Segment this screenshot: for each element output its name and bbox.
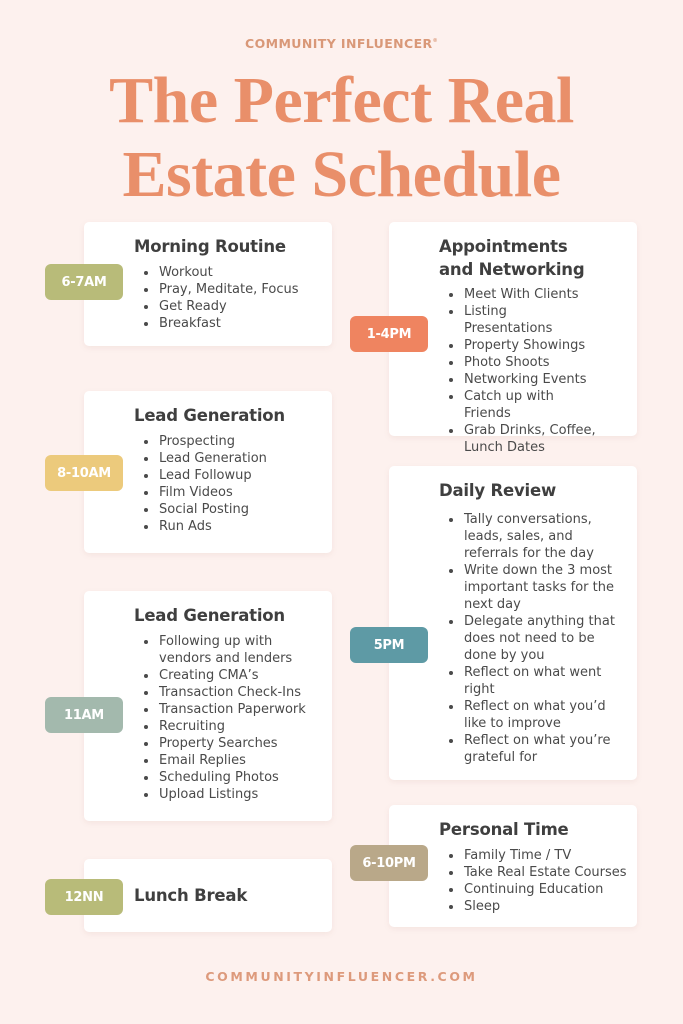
list-item: Following up with vendors and lenders — [134, 633, 326, 667]
list-item: Lead Followup — [134, 467, 326, 484]
card-title: Morning Routine — [134, 237, 286, 256]
time-badge: 5PM — [350, 627, 428, 663]
list-item: Workout — [134, 264, 326, 281]
list-item: Meet With Clients — [439, 286, 597, 303]
list-item: Sleep — [439, 898, 635, 915]
list-item: Upload Listings — [134, 786, 326, 803]
list-item: Recruiting — [134, 718, 326, 735]
list-item: Write down the 3 most important tasks for the next day — [439, 562, 623, 613]
card-title: Appointments and Networking — [439, 237, 585, 279]
list-item: Film Videos — [134, 484, 326, 501]
time-badge: 11AM — [45, 697, 123, 733]
task-list — [134, 633, 326, 803]
time-badge: 6-7AM — [45, 264, 123, 300]
page-title — [0, 64, 683, 212]
list-item: Run Ads — [134, 518, 326, 535]
card-accent-bar — [389, 925, 637, 933]
time-badge: 1-4PM — [350, 316, 428, 352]
footer-website-url: COMMUNITYINFLUENCER.COM — [205, 969, 478, 984]
card-title: Lead Generation — [134, 606, 285, 625]
card-accent-bar — [84, 819, 332, 827]
card-accent-bar — [389, 778, 637, 786]
list-item: Reflect on what went right — [439, 664, 623, 698]
list-item: Email Replies — [134, 752, 326, 769]
title-line-1: The Perfect Real — [109, 64, 574, 137]
list-item: Networking Events — [439, 371, 597, 388]
time-badge: 8-10AM — [45, 455, 123, 491]
card-title: Lead Generation — [134, 406, 285, 425]
card-accent-bar — [84, 344, 332, 352]
list-item: Property Showings — [439, 337, 597, 354]
time-badge: 6-10PM — [350, 845, 428, 881]
card-accent-bar — [84, 930, 332, 938]
list-item: Continuing Education — [439, 881, 635, 898]
task-list — [439, 847, 635, 915]
task-list — [134, 433, 326, 535]
list-item: Take Real Estate Courses — [439, 864, 635, 881]
list-item: Photo Shoots — [439, 354, 597, 371]
list-item: Get Ready — [134, 298, 326, 315]
card-accent-bar — [84, 551, 332, 559]
list-item: Listing Presentations — [439, 303, 597, 337]
list-item: Reflect on what you’d like to improve — [439, 698, 623, 732]
list-item: Delegate anything that does not need to be done by you — [439, 613, 623, 664]
list-item: Property Searches — [134, 735, 326, 752]
card-title: Personal Time — [439, 820, 569, 839]
title-line-2: Estate Schedule — [122, 138, 561, 211]
list-item: Family Time / TV — [439, 847, 635, 864]
list-item: Lead Generation — [134, 450, 326, 467]
task-list — [439, 511, 623, 766]
list-item: Transaction Check-Ins — [134, 684, 326, 701]
list-item: Breakfast — [134, 315, 326, 332]
list-item: Prospecting — [134, 433, 326, 450]
list-item: Social Posting — [134, 501, 326, 518]
list-item: Scheduling Photos — [134, 769, 326, 786]
card-title: Daily Review — [439, 481, 556, 500]
list-item: Grab Drinks, Coffee, Lunch Dates — [439, 422, 597, 456]
time-badge: 12NN — [45, 879, 123, 915]
list-item: Catch up with Friends — [439, 388, 597, 422]
list-item: Reflect on what you’re grateful for — [439, 732, 623, 766]
list-item: Transaction Paperwork — [134, 701, 326, 718]
task-list — [134, 264, 326, 332]
card-title: Lunch Break — [134, 886, 248, 905]
task-list — [439, 286, 597, 456]
list-item: Tally conversations, leads, sales, and referrals for the day — [439, 511, 623, 562]
brand-logo-text: COMMUNITY INFLUENCER® — [245, 36, 438, 51]
list-item: Creating CMA’s — [134, 667, 326, 684]
list-item: Pray, Meditate, Focus — [134, 281, 326, 298]
schedule-card-daily-review — [389, 466, 637, 780]
